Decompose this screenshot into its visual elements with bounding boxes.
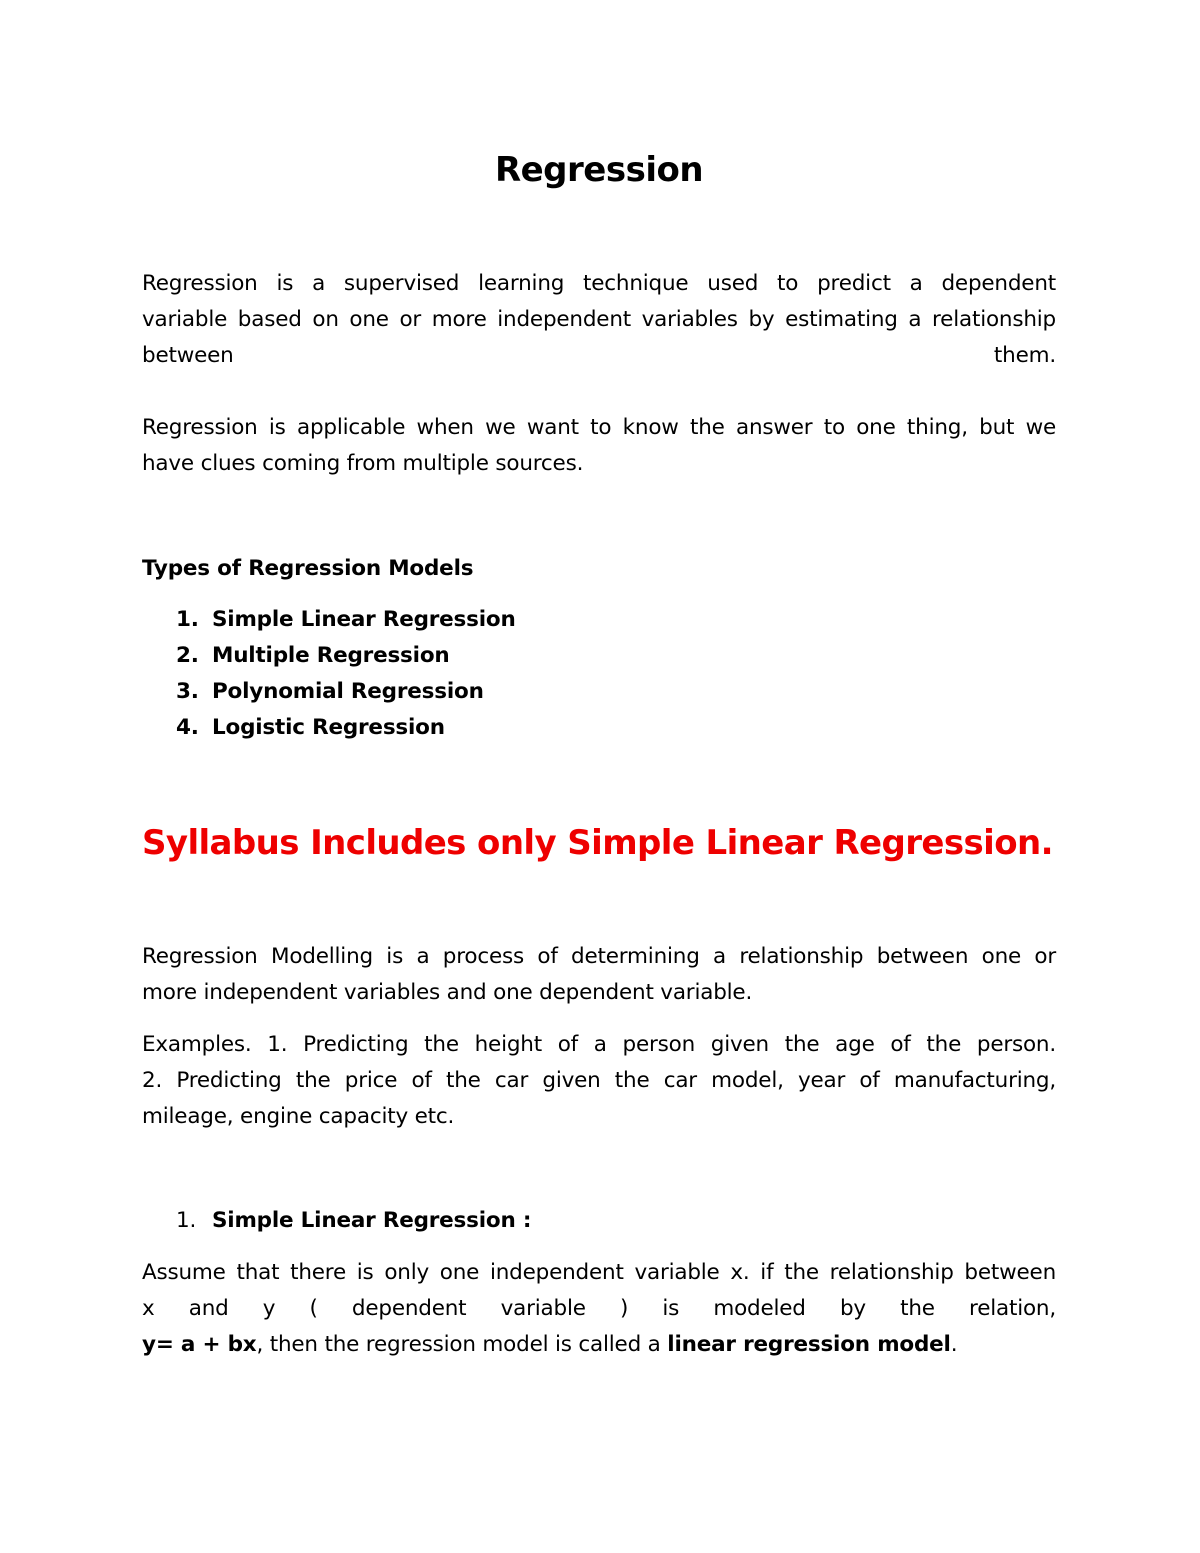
intro-line-1: Regression is a supervised learning technique used to predict a dependent	[142, 271, 1056, 296]
applicable-line-2: have clues coming from multiple sources.	[142, 451, 584, 476]
simple-linear-line-3	[142, 1327, 1056, 1363]
list-item-label: Logistic Regression	[212, 715, 445, 740]
sub-heading-label: Simple Linear Regression :	[212, 1208, 532, 1233]
intro-paragraph	[142, 266, 1056, 374]
applicable-paragraph	[142, 410, 1056, 482]
sub-heading-number: 1.	[176, 1208, 197, 1233]
types-list-container	[142, 602, 1056, 746]
page-title: Regression	[494, 150, 704, 190]
examples-line-2: 2. Predicting the price of the car given the car model, year of manufacturing,	[142, 1068, 1056, 1093]
simple-linear-line-1: Assume that there is only one independent variable x. if the relationship between	[142, 1260, 1056, 1285]
list-item-number: 1.	[176, 607, 199, 632]
document-page	[142, 0, 1056, 1553]
modelling-line-2: more independent variables and one dependent variable.	[142, 980, 753, 1005]
syllabus-notice: Syllabus Includes only Simple Linear Regression.	[142, 823, 1053, 863]
simple-linear-line-3-end: .	[950, 1332, 958, 1357]
formula: y= a + bx	[142, 1332, 257, 1357]
intro-line-2: variable based on one or more independent variables by estimating a relationship	[142, 307, 1056, 332]
modelling-line-1: Regression Modelling is a process of determining a relationship between one or	[142, 944, 1056, 969]
simple-linear-line-2: x and y ( dependent variable ) is modeled by the relation,	[142, 1296, 1056, 1321]
list-item-label: Polynomial Regression	[212, 679, 484, 704]
list-item-number: 3.	[176, 679, 199, 704]
list-item-number: 2.	[176, 643, 199, 668]
types-heading: Types of Regression Models	[142, 556, 474, 581]
intro-line-3: between them.	[142, 343, 1056, 368]
list-item	[142, 710, 1056, 746]
list-item-label: Simple Linear Regression	[212, 607, 516, 632]
simple-linear-line-3-text: , then the regression model is called a	[256, 1332, 668, 1357]
examples-paragraph	[142, 1027, 1056, 1135]
examples-line-3: mileage, engine capacity etc.	[142, 1104, 455, 1129]
simple-linear-paragraph	[142, 1255, 1056, 1363]
list-item	[142, 674, 1056, 710]
model-name: linear regression model	[667, 1332, 951, 1357]
types-list	[142, 602, 1056, 746]
modelling-paragraph	[142, 939, 1056, 1011]
list-item-number: 4.	[176, 715, 199, 740]
list-item	[142, 638, 1056, 674]
simple-linear-heading	[142, 1203, 1126, 1239]
list-item	[142, 602, 1056, 638]
list-item-label: Multiple Regression	[212, 643, 450, 668]
examples-line-1: Examples. 1. Predicting the height of a person given the age of the person.	[142, 1032, 1056, 1057]
applicable-line-1: Regression is applicable when we want to know the answer to one thing, but we	[142, 415, 1056, 440]
